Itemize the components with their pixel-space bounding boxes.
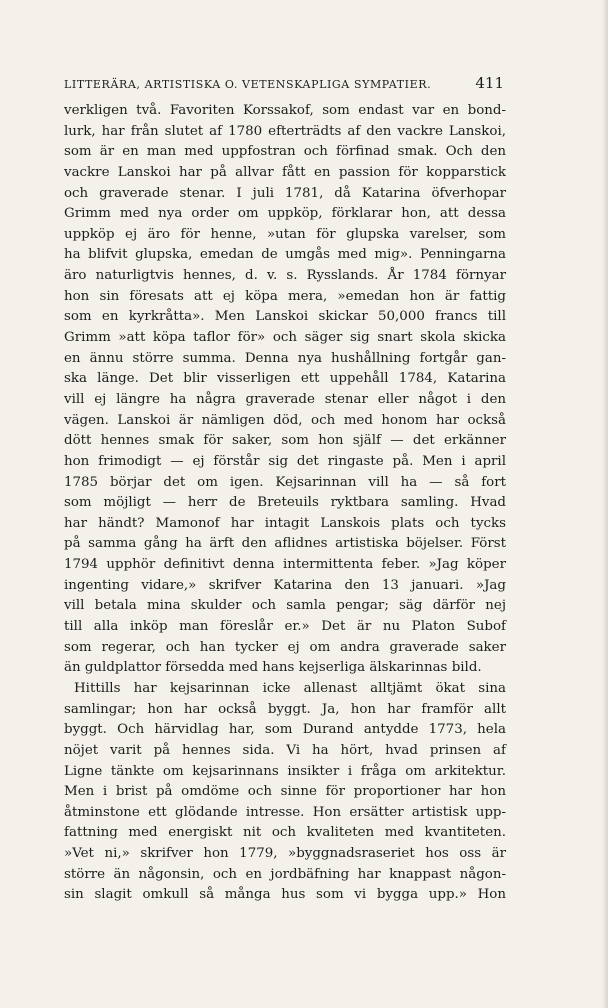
text-line: dött hennes smak för saker, som hon själf — det erkänner	[64, 433, 506, 449]
text-line: Men i brist på omdöme och sinne för proportioner har hon	[64, 784, 506, 800]
text-line: som är en man med uppfostran och förfinad smak. Och den	[64, 144, 506, 160]
text-line: lurk, har från slutet af 1780 efterträdts af den vackre Lanskoi,	[64, 123, 506, 139]
text-line: hon sin föresats att ej köpa mera, »emedan hon är fattig	[64, 288, 506, 304]
text-line: åtminstone ett glödande intresse. Hon ersätter artistisk upp-	[64, 804, 506, 820]
text-line: till alla inköp man föreslår er.» Det är nu Platon Subof	[64, 619, 506, 635]
text-line: vill ej längre ha några graverade stenar eller något i den	[64, 391, 506, 407]
text-line: »Vet ni,» skrifver hon 1779, »byggnadsraseriet hos oss är	[64, 846, 506, 862]
text-line: 1794 upphör definitivt denna intermittenta feber. »Jag köper	[64, 557, 506, 573]
body-text	[64, 101, 506, 906]
text-line: vill betala mina skulder och samla pengar; säg därför nej	[64, 598, 506, 614]
text-line: vackre Lanskoi har på allvar fått en passion för kopparstick	[64, 164, 506, 180]
page-edge	[602, 0, 608, 1008]
text-line: äro naturligtvis hennes, d. v. s. Rysslands. År 1784 förnyar	[64, 268, 506, 284]
running-title: LITTERÄRA, ARTISTISKA O. VETENSKAPLIGA SYMPATIER.	[64, 78, 432, 91]
page-header	[64, 74, 504, 96]
text-line: ingenting vidare,» skrifver Katarina den 13 januari. »Jag	[64, 577, 506, 593]
text-line: hon frimodigt — ej förstår sig det ringaste på. Men i april	[64, 453, 506, 469]
text-line: vägen. Lanskoi är nämligen död, och med honom har också	[64, 412, 506, 428]
text-line: uppköp ej äro för henne, »utan för glupska varelser, som	[64, 226, 506, 242]
text-line: verkligen två. Favoriten Korssakof, som endast var en bond-	[64, 103, 506, 118]
paragraph-end-line: än guldplattor försedda med hans kejserliga älskarinnas bild.	[64, 660, 482, 676]
text-line: 1785 börjar det om igen. Kejsarinnan vill ha — så fort	[64, 474, 506, 490]
text-line: Grimm med nya order om uppköp, förklarar hon, att dessa	[64, 206, 506, 222]
text-line: ha blifvit glupska, emedan de umgås med mig». Penningarna	[64, 247, 506, 263]
text-line: byggt. Och härvidlag har, som Durand antydde 1773, hela	[64, 722, 506, 738]
text-line: som regerar, och han tycker ej om andra graverade saker	[64, 639, 506, 655]
text-line: nöjet varit på hennes sida. Vi ha hört, hvad prinsen af	[64, 742, 506, 758]
text-line: samlingar; hon har också byggt. Ja, hon har framför allt	[64, 701, 506, 717]
text-line: har händt? Mamonof har intagit Lanskois plats och tycks	[64, 515, 506, 531]
text-line: Grimm »att köpa taflor för» och säger sig snart skola skicka	[64, 330, 506, 346]
text-line: sin slagit omkull så många hus som vi bygga upp.» Hon	[64, 887, 506, 903]
text-line: på samma gång ha ärft den aflidnes artistiska böjelser. Först	[64, 536, 506, 552]
text-line: som möjligt — herr de Breteuils ryktbara samling. Hvad	[64, 495, 506, 511]
text-line: som en kyrkråtta». Men Lanskoi skickar 50,000 francs till	[64, 309, 506, 325]
text-line: större än någonsin, och en jordbäfning har knappast någon-	[64, 866, 506, 882]
paragraph-start-line: Hittills har kejsarinnan icke allenast alltjämt ökat sina	[74, 680, 506, 696]
text-line: och graverade stenar. I juli 1781, då Katarina öfverhopar	[64, 185, 506, 201]
page-number: 411	[475, 74, 504, 92]
text-line: en ännu större summa. Denna nya hushållning fortgår gan-	[64, 350, 506, 366]
text-line: fattning med energiskt nit och kvaliteten med kvantiteten.	[64, 825, 506, 841]
text-line: ska länge. Det blir visserligen ett uppehåll 1784, Katarina	[64, 371, 506, 387]
text-line: Ligne tänkte om kejsarinnans insikter i fråga om arkitektur.	[64, 763, 506, 779]
